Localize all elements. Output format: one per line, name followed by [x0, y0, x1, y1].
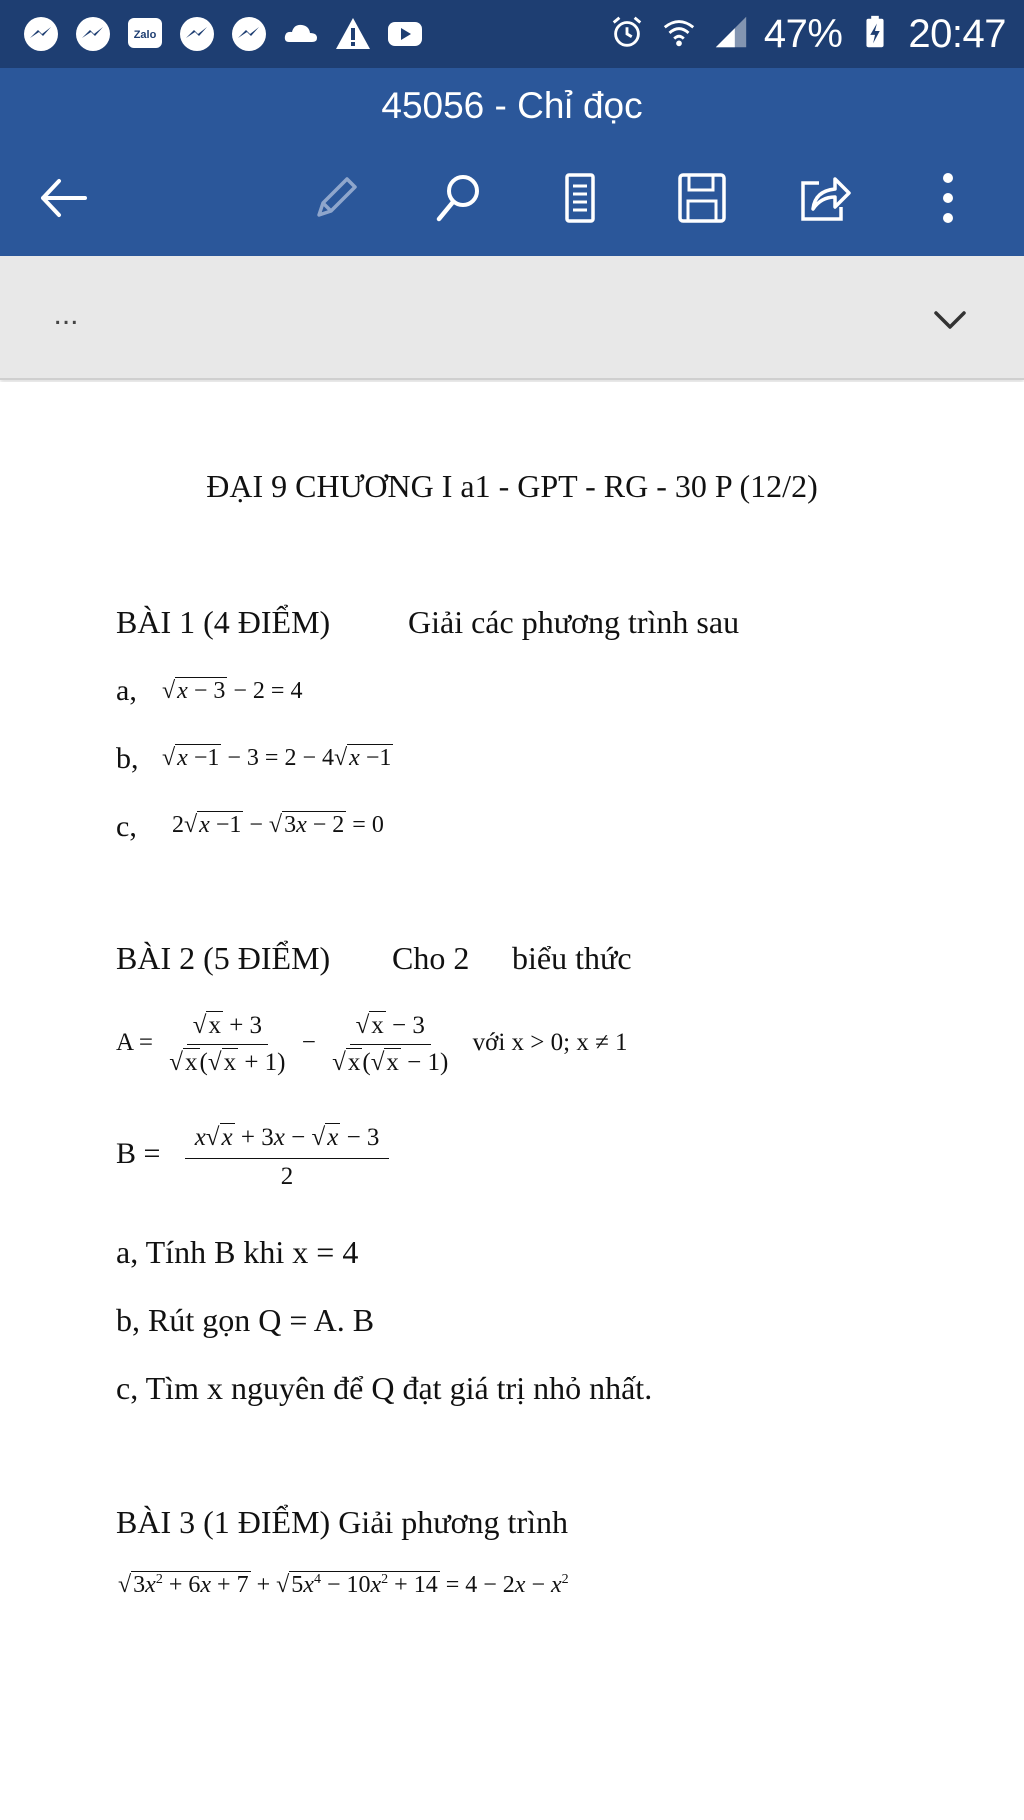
app-bar [0, 68, 1024, 256]
save-button[interactable] [664, 160, 740, 236]
share-button[interactable] [786, 160, 862, 236]
bai1-c-label: c, [116, 810, 137, 843]
bai2-title: BÀI 2 (5 ĐIỂM) [116, 940, 331, 976]
warning-icon [332, 13, 374, 55]
youtube-icon [384, 13, 426, 55]
document-page [0, 382, 1024, 1820]
ribbon-bar [0, 256, 1024, 380]
battery-charging-icon [856, 13, 894, 56]
A-label: A = [116, 1029, 154, 1057]
status-bar [0, 0, 1024, 68]
bai1-a-label: a, [116, 674, 137, 707]
wifi-icon [660, 13, 698, 56]
document-view-icon [551, 169, 609, 227]
more-vertical-icon [919, 169, 977, 227]
bai1-b-label: b, [116, 742, 139, 775]
alarm-icon [608, 13, 646, 56]
bai2-instruction-1: Cho 2 [392, 940, 470, 976]
reading-view-button[interactable] [542, 160, 618, 236]
system-indicators [608, 8, 1006, 60]
notification-icons [20, 13, 426, 55]
A-fraction-2: $\frac{√x - 3}{√x(√x - 1)}$ [332, 1012, 449, 1076]
chevron-down-icon [930, 300, 970, 340]
bai2-question-a: a, Tính B khi x = 4 [116, 1234, 359, 1270]
A-fraction-1: $\frac{√x + 3}{√x(√x + 1)}$ [169, 1012, 286, 1076]
bai2-question-b: b, Rút gọn Q = A. B [116, 1302, 375, 1338]
svg-text:Zalo: Zalo [133, 29, 157, 41]
clock: 20:47 [908, 11, 1006, 56]
pencil-icon [307, 169, 365, 227]
ribbon-expand-button[interactable] [920, 290, 980, 350]
zalo-icon [124, 13, 166, 55]
bai3-title: BÀI 3 (1 ĐIỂM) Giải phương trình [116, 1504, 568, 1540]
back-button[interactable] [26, 160, 102, 236]
document-title: 45056 - Chỉ đọc [381, 85, 643, 126]
expression-A: A = $\frac{√x + 3}{√x(√x + 1)}$ − $\frac{√x - 3}{√x(√x - 1)}$ với x > 0; x ≠ 1 [116, 1012, 628, 1076]
equation-3: $√3x^2 + 6x + 7 + √5x^4 - 10x^2 + 14 = 4 - 2x - x^2$ [118, 1572, 569, 1598]
expression-B [116, 1124, 393, 1191]
A-condition: với x > 0; x ≠ 1 [472, 1029, 628, 1057]
back-arrow-icon [35, 169, 93, 227]
search-icon [429, 169, 487, 227]
cloud-icon [280, 13, 322, 55]
document-heading: ĐẠI 9 CHƯƠNG I a1 - GPT - RG - 30 P (12/2) [206, 468, 818, 504]
share-icon [795, 169, 853, 227]
bai1-title: BÀI 1 (4 ĐIỂM) [116, 604, 331, 640]
bai2-question-c: c, Tìm x nguyên để Q đạt giá trị nhỏ nhất. [116, 1370, 653, 1406]
messenger-icon [20, 13, 62, 55]
messenger-icon [72, 13, 114, 55]
battery-percent: 47% [763, 11, 843, 56]
B-label: B = [116, 1137, 161, 1171]
signal-icon [712, 13, 750, 56]
more-options-button[interactable] [910, 160, 986, 236]
equation-1b: √x −1 − 3 = 2 − 4√x −1 [162, 745, 392, 771]
messenger-icon [176, 13, 218, 55]
bai2-instruction-2: biểu thức [512, 940, 632, 976]
bai1-instruction: Giải các phương trình sau [408, 604, 740, 640]
ribbon-more-button[interactable]: ... [53, 298, 79, 331]
B-fraction: $\frac{x√x + 3x - √x - 3}{2}$ [185, 1124, 390, 1191]
edit-button[interactable] [298, 160, 374, 236]
equation-1c: 2√x −1 − √3x − 2 = 0 [172, 812, 384, 838]
search-button[interactable] [420, 160, 496, 236]
equation-1a: √x − 3 − 2 = 4 [162, 678, 303, 704]
messenger-icon [228, 13, 270, 55]
save-icon [673, 169, 731, 227]
